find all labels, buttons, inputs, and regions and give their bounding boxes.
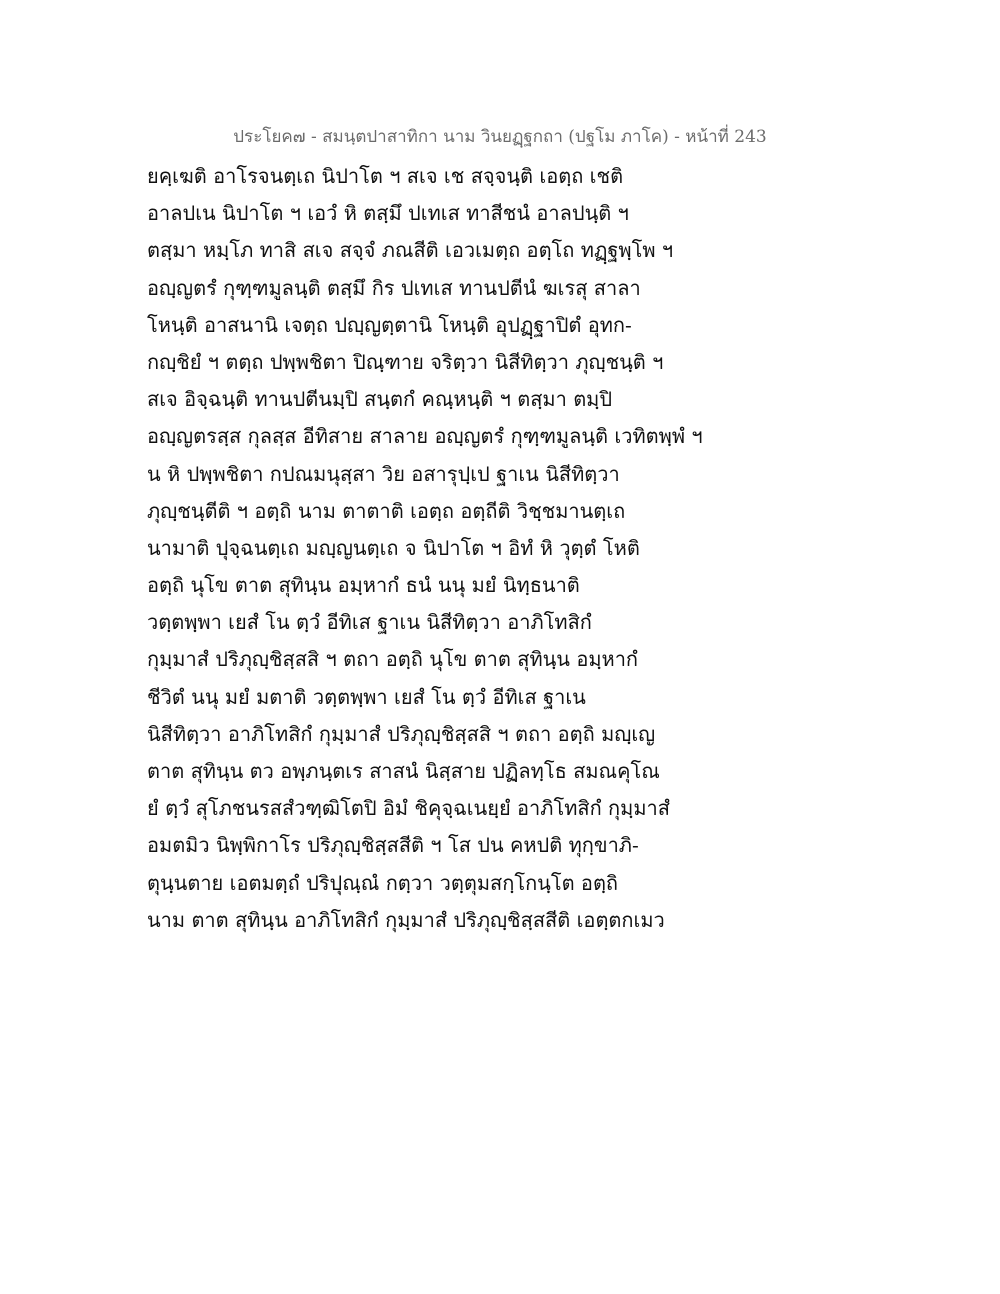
text-line: ตุนฺนตาย เอตมตฺถํ ปริปุณฺณํ กตฺวา วตฺตุมสกฺโกนฺโต อตฺถิ <box>147 870 619 895</box>
text-line: วตฺตพฺพา เยสํ โน ตฺวํ อีทิเส ฐาเน นิสีทิตฺวา อาภิโทสิกํ <box>147 610 592 635</box>
text-line: ยํ ตฺวํ สุโภชนรสสํวฑฺฒิโตปิ อิมํ ชิคุจฺฉเนยฺยํ อาภิโทสิกํ กุมฺมาสํ <box>147 796 670 821</box>
text-line: อาลปเน นิปาโต ฯ เอวํ หิ ตสฺมึ ปเทเส ทาสีชนํ อาลปนฺติ ฯ <box>147 201 629 226</box>
text-line: นาม ตาต สุทินฺน อาภิโทสิกํ กุมฺมาสํ ปริภุญฺชิสฺสสีติ เอตฺตกเมว <box>147 907 665 932</box>
text-line: ตสฺมา หมฺโภ ทาสิ สเจ สจฺจํ ภณสีติ เอวเมตฺถ อตฺโถ ทฏฺฐพฺโพ ฯ <box>147 238 674 263</box>
text-line: น หิ ปพฺพชิตา กปณมนุสฺสา วิย อสารุปฺเป ฐาเน นิสีทิตฺวา <box>147 461 620 486</box>
text-line: อญฺญตรสฺส กุลสฺส อีทิสาย สาลาย อญฺญตรํ กุฑฺฑมูลนฺติ เวทิตพฺพํ ฯ <box>147 424 703 449</box>
text-line: ยคฺเฆติ อาโรจนตฺเถ นิปาโต ฯ สเจ เช สจฺจนฺติ เอตฺถ เชติ <box>147 164 624 188</box>
text-line: อตฺถิ นุโข ตาต สุทินฺน อมฺหากํ ธนํ นนุ มยํ นิทฺธนาติ <box>147 573 580 598</box>
text-line: กุมฺมาสํ ปริภุญฺชิสฺสสิ ฯ ตถา อตฺถิ นุโข ตาต สุทินฺน อมฺหากํ <box>147 647 639 672</box>
text-line: ตาต สุทินฺน ตว อพฺภนฺตเร สาสนํ นิสฺสาย ปฏิลทฺโธ สมณคุโณ <box>147 759 660 783</box>
text-line: ชีวิตํ นนุ มยํ มตาติ วตฺตพฺพา เยสํ โน ตฺวํ อีทิเส ฐาเน <box>147 684 586 709</box>
body-text <box>147 158 727 939</box>
running-header: ประโยค๗ - สมนฺตปาสาทิกา นาม วินยฏฺฐกถา (ปฐโม ภาโค) - หน้าที่ 243 <box>233 127 767 147</box>
text-line: กญฺชิยํ ฯ ตตฺถ ปพฺพชิตา ปิณฺฑาย จริตฺวา นิสีทิตฺวา ภุญฺชนฺติ ฯ <box>147 349 664 374</box>
text-line: นิสีทิตฺวา อาภิโทสิกํ กุมฺมาสํ ปริภุญฺชิสฺสสิ ฯ ตถา อตฺถิ มญฺเญ <box>147 721 656 746</box>
text-line: สเจ อิจฺฉนฺติ ทานปตีนมฺปิ สนฺตกํ คณฺหนฺติ ฯ ตสฺมา ตมฺปิ <box>147 387 613 412</box>
text-line: ภุญฺชนฺตีติ ฯ อตฺถิ นาม ตาตาติ เอตฺถ อตฺถีติ วิชฺชมานตฺเถ <box>147 498 626 523</box>
text-line: อมตมิว นิพฺพิกาโร ปริภุญฺชิสฺสสีติ ฯ โส ปน คหปติ ทุกฺขาภิ- <box>147 833 639 858</box>
text-line: นามาติ ปุจฺฉนตฺเถ มญฺญนตฺเถ จ นิปาโต ฯ อิทํ หิ วุตฺตํ โหติ <box>147 535 640 560</box>
text-line: อญฺญตรํ กุฑฺฑมูลนฺติ ตสฺมึ กิร ปเทเส ทานปตีนํ ฆเรสุ สาลา <box>147 275 641 300</box>
text-line: โหนฺติ อาสนานิ เจตฺถ ปญฺญตฺตานิ โหนฺติ อุปฏฺฐาปิตํ อุทก- <box>147 312 632 337</box>
